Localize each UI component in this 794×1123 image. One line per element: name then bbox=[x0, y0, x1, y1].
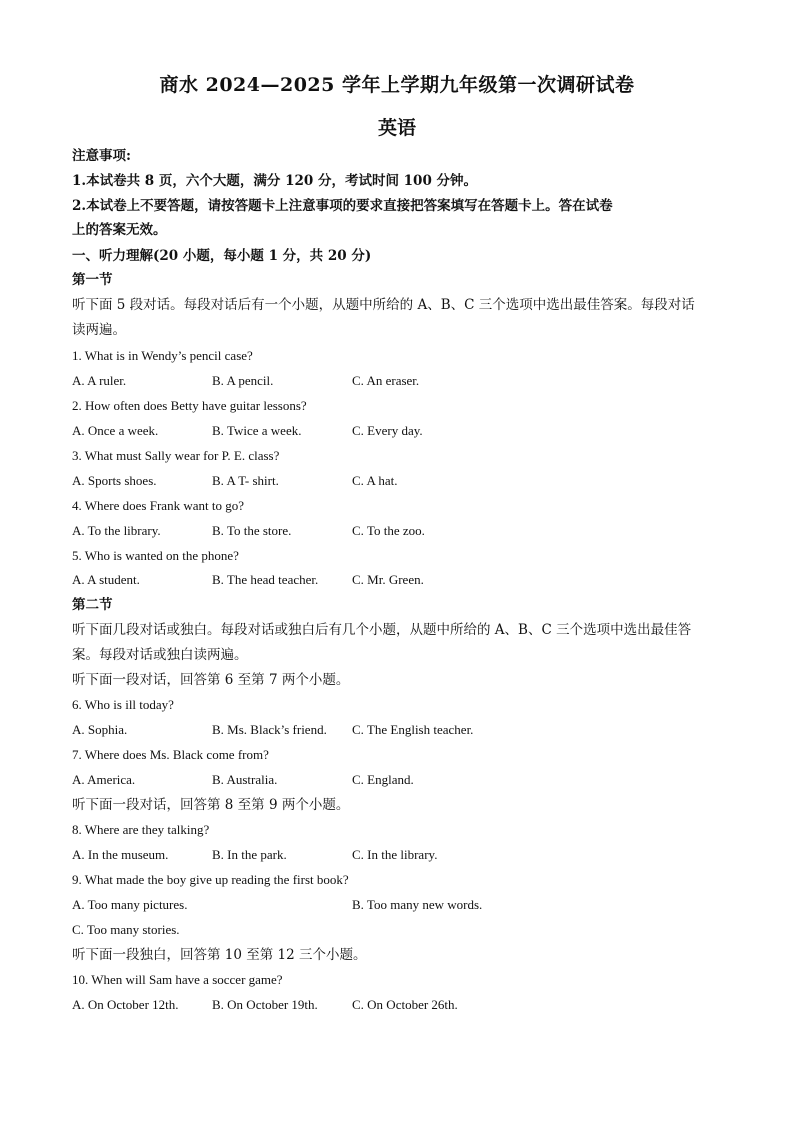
option-a: A. A ruler. bbox=[72, 373, 127, 388]
option-b: B. In the park. bbox=[212, 847, 287, 862]
question-7: 7. Where does Ms. Black come from? bbox=[72, 747, 269, 762]
option-c: C. An eraser. bbox=[352, 373, 420, 388]
option-c: C. The English teacher. bbox=[352, 722, 474, 737]
option-a: A. A student. bbox=[72, 572, 140, 587]
question-1: 1. What is in Wendy’s pencil case? bbox=[72, 348, 253, 363]
question-5: 5. Who is wanted on the phone? bbox=[72, 548, 239, 563]
option-a: A. In the museum. bbox=[72, 847, 169, 862]
option-c: C. To the zoo. bbox=[352, 523, 425, 538]
part-1-instruction-line-2: 读两遍。 bbox=[72, 322, 126, 338]
question-8: 8. Where are they talking? bbox=[72, 822, 210, 837]
notice-item-1: 1.本试卷共 8 页，六个大题，满分 120 分，考试时间 100 分钟。 bbox=[72, 173, 478, 189]
section-1-heading: 一、听力理解(20 小题，每小题 1 分，共 20 分) bbox=[72, 248, 372, 264]
notice-item-2-line-2: 上的答案无效。 bbox=[72, 222, 167, 238]
notice-heading: 注意事项: bbox=[72, 148, 131, 164]
option-b: B. Ms. Black’s friend. bbox=[212, 722, 327, 737]
option-c: C. A hat. bbox=[352, 473, 398, 488]
option-b: B. On October 19th. bbox=[212, 997, 318, 1012]
option-c: C. On October 26th. bbox=[352, 997, 458, 1012]
option-b: B. A pencil. bbox=[212, 373, 274, 388]
question-2: 2. How often does Betty have guitar lessons? bbox=[72, 398, 307, 413]
option-a: A. Sophia. bbox=[72, 722, 128, 737]
option-9-c: C. Too many stories. bbox=[72, 922, 180, 937]
group-3-instruction: 听下面一段独白，回答第 10 至第 12 三个小题。 bbox=[72, 947, 367, 963]
part-2-instruction-line-1: 听下面几段对话或独白。每段对话或独白后有几个小题，从题中所给的 A、B、C 三个选项中选出最佳答 bbox=[72, 622, 692, 638]
option-b: B. Twice a week. bbox=[212, 423, 302, 438]
option-c: C. England. bbox=[352, 772, 414, 787]
group-2-instruction: 听下面一段对话，回答第 8 至第 9 两个小题。 bbox=[72, 797, 350, 813]
option-a: A. Once a week. bbox=[72, 423, 159, 438]
question-4: 4. Where does Frank want to go? bbox=[72, 498, 244, 513]
option-b: B. The head teacher. bbox=[212, 572, 319, 587]
option-b: B. Too many new words. bbox=[352, 897, 483, 912]
option-b: B. To the store. bbox=[212, 523, 292, 538]
option-a: A. On October 12th. bbox=[72, 997, 179, 1012]
option-c: C. In the library. bbox=[352, 847, 438, 862]
question-6: 6. Who is ill today? bbox=[72, 697, 174, 712]
option-a: A. Too many pictures. bbox=[72, 897, 188, 912]
group-1-instruction: 听下面一段对话，回答第 6 至第 7 两个小题。 bbox=[72, 672, 350, 688]
question-3: 3. What must Sally wear for P. E. class? bbox=[72, 448, 280, 463]
option-b: B. Australia. bbox=[212, 772, 278, 787]
exam-title: 商水 2024—2025 学年上学期九年级第一次调研试卷 bbox=[159, 74, 635, 96]
notice-item-2-line-1: 2.本试卷上不要答题，请按答题卡上注意事项的要求直接把答案填写在答题卡上。答在试卷 bbox=[72, 198, 613, 214]
part-1-heading: 第一节 bbox=[72, 272, 113, 288]
part-1-instruction-line-1: 听下面 5 段对话。每段对话后有一个小题，从题中所给的 A、B、C 三个选项中选出最佳答案。每段对话 bbox=[72, 297, 695, 313]
exam-subject: 英语 bbox=[377, 117, 416, 139]
option-a: A. To the library. bbox=[72, 523, 161, 538]
part-2-instruction-line-2: 案。每段对话或独白读两遍。 bbox=[72, 647, 248, 663]
option-b: B. A T- shirt. bbox=[212, 473, 279, 488]
option-a: A. America. bbox=[72, 772, 136, 787]
option-a: A. Sports shoes. bbox=[72, 473, 157, 488]
question-10: 10. When will Sam have a soccer game? bbox=[72, 972, 283, 987]
option-c: C. Every day. bbox=[352, 423, 423, 438]
part-2-heading: 第二节 bbox=[72, 597, 113, 613]
question-9: 9. What made the boy give up reading the first book? bbox=[72, 872, 349, 887]
option-c: C. Mr. Green. bbox=[352, 572, 424, 587]
